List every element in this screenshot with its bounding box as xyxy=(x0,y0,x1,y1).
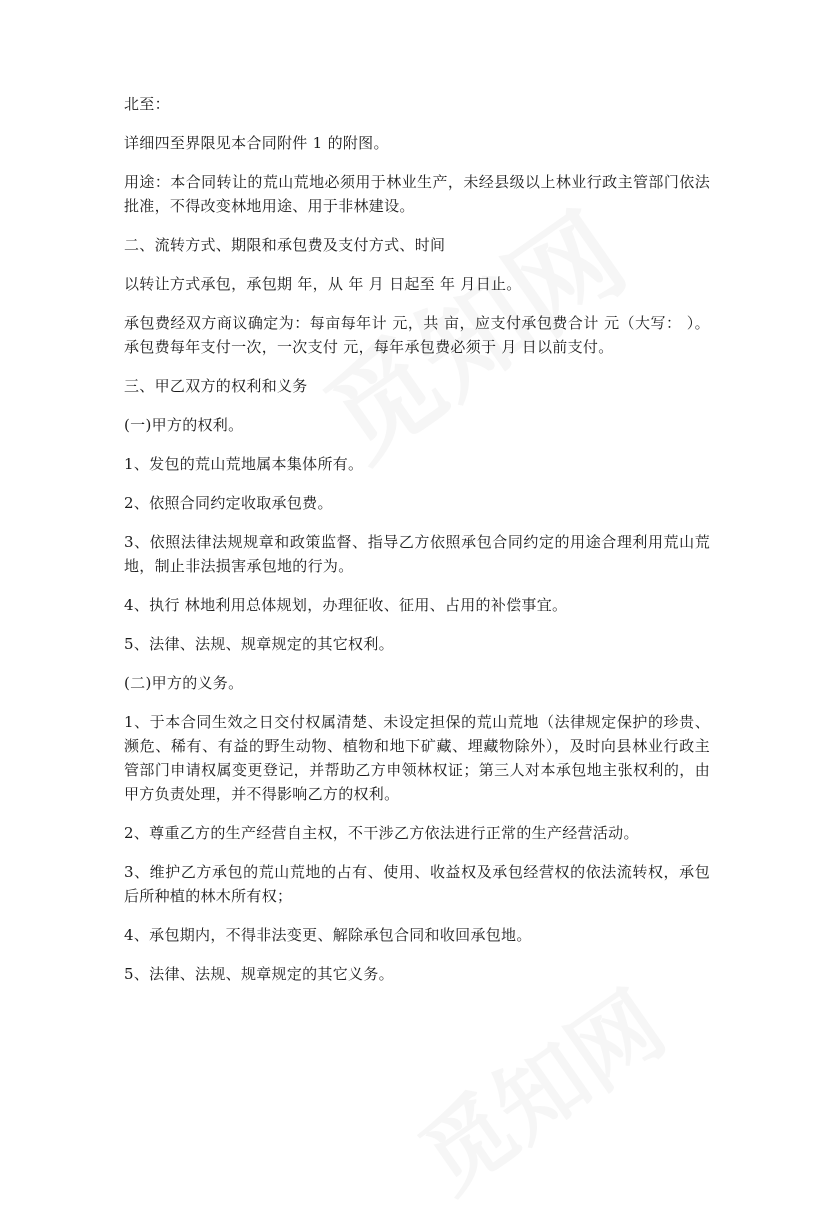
list-item: 1、于本合同生效之日交付权属清楚、未设定担保的荒山荒地（法律规定保护的珍贵、濒危、稀有、有益的野生动物、植物和地下矿藏、埋藏物除外），及时向县林业行政主管部门申请权属变更登记，并帮助乙方申领林权证；第三人对本承包地主张权利的，由甲方负责处理，并不得影响乙方的权利。 xyxy=(124,713,710,803)
paragraph-north-boundary: 北至： xyxy=(124,95,170,113)
section-heading-rights-duties: 三、甲乙双方的权利和义务 xyxy=(124,377,308,395)
list-item: 5、法律、法规、规章规定的其它权利。 xyxy=(124,635,394,653)
list-item: 3、维护乙方承包的荒山荒地的占有、使用、收益权及承包经营权的依法流转权，承包后所种植的林木所有权； xyxy=(124,863,710,905)
list-item: 3、依照法律法规规章和政策监督、指导乙方依照承包合同约定的用途合理利用荒山荒地，制止非法损害承包地的行为。 xyxy=(124,533,710,575)
list-item: 2、依照合同约定收取承包费。 xyxy=(124,494,333,512)
subheading-party-a-rights: (一)甲方的权利。 xyxy=(124,416,244,434)
document-body xyxy=(124,92,710,1001)
paragraph-boundary-detail: 详细四至界限见本合同附件 1 的附图。 xyxy=(124,134,389,152)
paragraph-usage: 用途：本合同转让的荒山荒地必须用于林业生产，未经县级以上林业行政主管部门依法批准，不得改变林地用途、用于非林建设。 xyxy=(124,173,710,215)
list-item: 4、执行 林地利用总体规划，办理征收、征用、占用的补偿事宜。 xyxy=(124,596,568,614)
list-item: 1、发包的荒山荒地属本集体所有。 xyxy=(124,455,364,473)
section-heading-transfer: 二、流转方式、期限和承包费及支付方式、时间 xyxy=(124,236,446,254)
paragraph-fee: 承包费经双方商议确定为：每亩每年计 元，共 亩，应支付承包费合计 元（大写： ）。承包费每年支付一次，一次支付 元，每年承包费必须于 月 日以前支付。 xyxy=(124,314,710,356)
paragraph-term: 以转让方式承包，承包期 年，从 年 月 日起至 年 月日止。 xyxy=(124,275,522,293)
list-item: 5、法律、法规、规章规定的其它义务。 xyxy=(124,965,394,983)
list-item: 4、承包期内，不得非法变更、解除承包合同和收回承包地。 xyxy=(124,926,532,944)
list-item: 2、尊重乙方的生产经营自主权，不干涉乙方依法进行正常的生产经营活动。 xyxy=(124,824,639,842)
subheading-party-a-duties: (二)甲方的义务。 xyxy=(124,674,244,692)
